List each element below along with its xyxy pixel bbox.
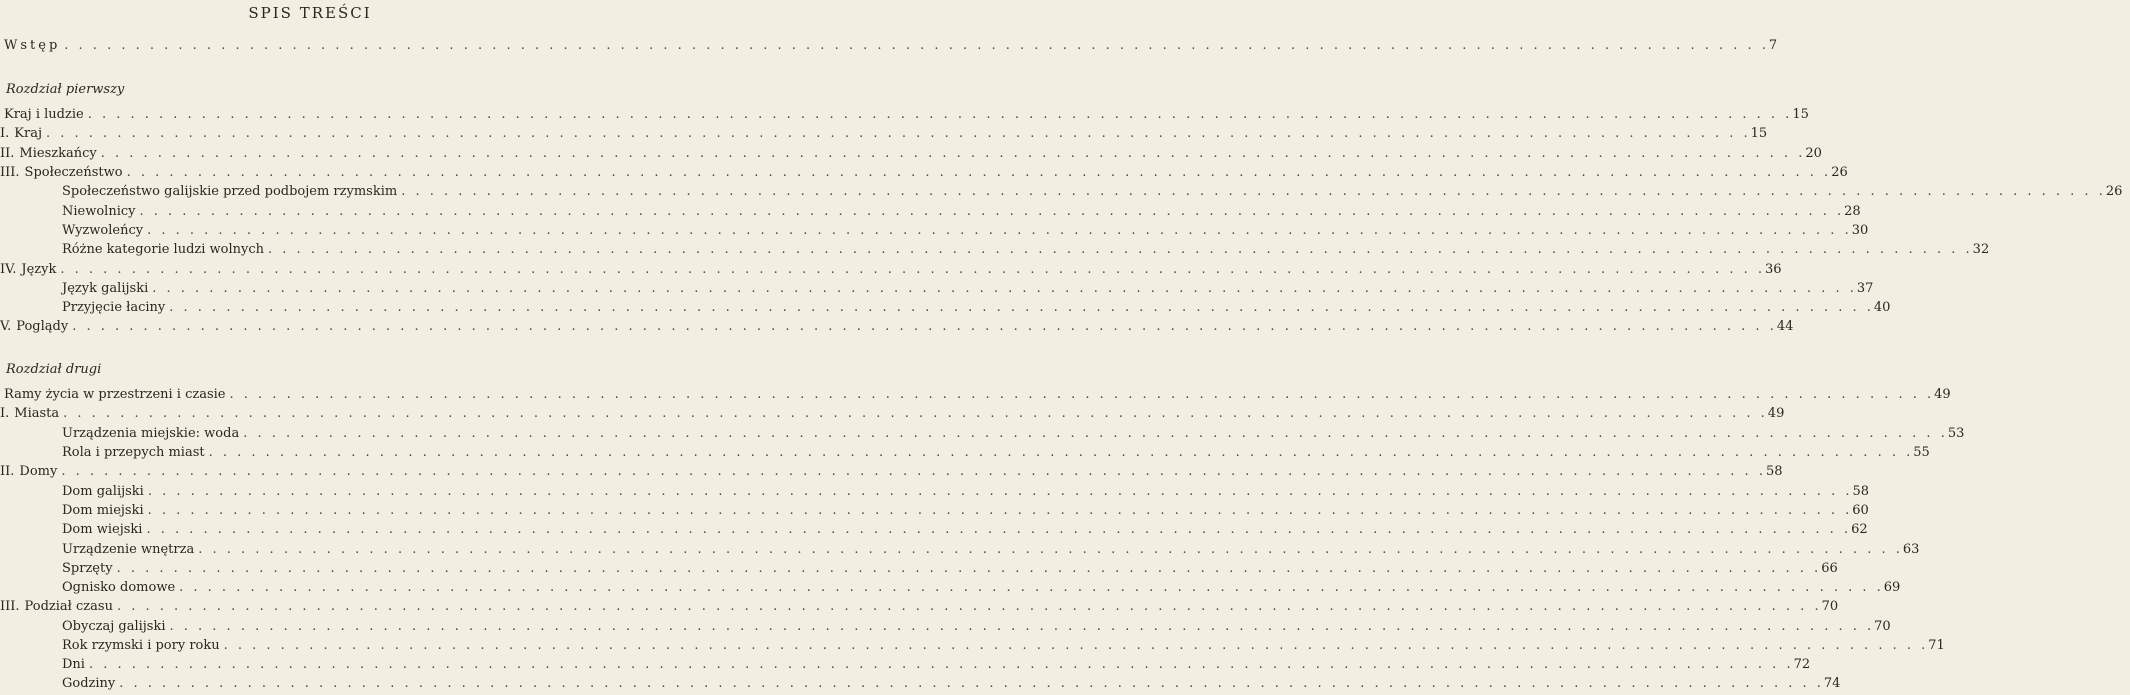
page-number: 62 bbox=[1851, 522, 1868, 537]
page-number: 53 bbox=[1947, 426, 1965, 441]
dot-leader: . . . . . . . . . . . . . . . . . . . . . . . . . . . . . . . . . . . . . . . . . . . . . . . . . . . . . . . . . . . . . . . . . . . . . . . . . . . . . . . . . . . . . . . . . . . . . . . . . . . . . . . . . . . . . . . . . . . . . . . . bbox=[88, 657, 1794, 672]
toc-entry[interactable] bbox=[0, 580, 1901, 599]
toc-entry-label: Język bbox=[21, 262, 57, 277]
toc-entry[interactable] bbox=[0, 387, 1951, 406]
dot-leader: . . . . . . . . . . . . . . . . . . . . . . . . . . . . . . . . . . . . . . . . . . . . . . . . . . . . . . . . . . . . . . . . . . . . . . . . . . . . . . . . . . . . . . . . . . . . . . . . . . . . . . . . . . . . . . . . . . . . . . . . bbox=[126, 165, 1832, 180]
page-number: 49 bbox=[1934, 387, 1951, 402]
dot-leader: . . . . . . . . . . . . . . . . . . . . . . . . . . . . . . . . . . . . . . . . . . . . . . . . . . . . . . . . . . . . . . . . . . . . . . . . . . . . . . . . . . . . . . . . . . . . . . . . . . . . . . . . . . . . . . . . . . . . . . . . bbox=[169, 619, 1875, 634]
section-numeral: II. bbox=[0, 146, 15, 161]
dot-leader: . . . . . . . . . . . . . . . . . . . . . . . . . . . . . . . . . . . . . . . . . . . . . . . . . . . . . . . . . . . . . . . . . . . . . . . . . . . . . . . . . . . . . . . . . . . . . . . . . . . . . . . . . . . . . . . . . . . . . . . . bbox=[60, 262, 1766, 277]
chapter-heading: Rozdział drugi bbox=[6, 362, 102, 377]
page-number: 63 bbox=[1902, 542, 1920, 557]
dot-leader: . . . . . . . . . . . . . . . . . . . . . . . . . . . . . . . . . . . . . . . . . . . . . . . . . . . . . . . . . . . . . . . . . . . . . . . . . . . . . . . . . . . . . . . . . . . . . . . . . . . . . . . . . . . . . . . . . . . . . . . . bbox=[63, 406, 1768, 421]
toc-entry[interactable] bbox=[0, 484, 1870, 503]
dot-leader: . . . . . . . . . . . . . . . . . . . . . . . . . . . . . . . . . . . . . . . . . . . . . . . . . . . . . . . . . . . . . . . . . . . . . . . . . . . . . . . . . . . . . . . . . . . . . . . . . . . . . . . . . . . . . . . . . . . . . . . . bbox=[72, 319, 1777, 334]
toc-entry-label: Przyjęcie łaciny bbox=[62, 300, 166, 315]
toc-entry[interactable] bbox=[0, 107, 1809, 126]
page-number: 69 bbox=[1883, 580, 1901, 595]
dot-leader: . . . . . . . . . . . . . . . . . . . . . . . . . . . . . . . . . . . . . . . . . . . . . . . . . . . . . . . . . . . . . . . . . . . . . . . . . . . . . . . . . . . . . . . . . . . . . . . . . . . . . . . . . . . . . . . . . . . . . . . . bbox=[169, 300, 1874, 315]
page-number: 49 bbox=[1767, 406, 1785, 421]
toc-entry-label: Sprzęty bbox=[62, 561, 113, 576]
toc-entry-label: Poglądy bbox=[16, 319, 69, 334]
page-number: 36 bbox=[1765, 262, 1782, 277]
toc-entry[interactable] bbox=[0, 542, 1920, 561]
page-number: 71 bbox=[1928, 638, 1945, 653]
section-numeral: III. bbox=[0, 599, 20, 614]
toc-entry-label: Domy bbox=[19, 464, 58, 479]
page-title: SPIS TREŚCI bbox=[248, 4, 372, 22]
toc-entry-label: Wstęp bbox=[4, 38, 61, 53]
dot-leader: . . . . . . . . . . . . . . . . . . . . . . . . . . . . . . . . . . . . . . . . . . . . . . . . . . . . . . . . . . . . . . . . . . . . . . . . . . . . . . . . . . . . . . . . . . . . . . . . . . . . . . . . . . . . . . . . . . . . . . . . bbox=[100, 146, 1806, 161]
toc-entry[interactable] bbox=[0, 619, 1891, 638]
dot-leader: . . . . . . . . . . . . . . . . . . . . . . . . . . . . . . . . . . . . . . . . . . . . . . . . . . . . . . . . . . . . . . . . . . . . . . . . . . . . . . . . . . . . . . . . . . . . . . . . . . . . . . . . . . . . . . . . . . . . . . . . bbox=[147, 223, 1852, 238]
toc-entry[interactable] bbox=[0, 262, 1782, 281]
toc-entry-label: Godziny bbox=[62, 676, 116, 691]
dot-leader: . . . . . . . . . . . . . . . . . . . . . . . . . . . . . . . . . . . . . . . . . . . . . . . . . . . . . . . . . . . . . . . . . . . . . . . . . . . . . . . . . . . . . . . . . . . . . . . . . . . . . . . . . . . . . . . . . . . . . . . . bbox=[119, 676, 1824, 691]
toc-entry[interactable] bbox=[0, 319, 1794, 338]
toc-entry[interactable] bbox=[0, 126, 1768, 145]
toc-entry[interactable] bbox=[0, 38, 1778, 57]
page-number: 26 bbox=[1831, 165, 1848, 180]
page-number: 58 bbox=[1852, 484, 1870, 499]
page-number: 74 bbox=[1823, 676, 1841, 691]
toc-entry[interactable] bbox=[0, 522, 1868, 541]
page-number: 72 bbox=[1793, 657, 1811, 672]
toc-entry[interactable] bbox=[0, 242, 1990, 261]
toc-entry-label: Rok rzymski i pory roku bbox=[62, 638, 220, 653]
dot-leader: . . . . . . . . . . . . . . . . . . . . . . . . . . . . . . . . . . . . . . . . . . . . . . . . . . . . . . . . . . . . . . . . . . . . . . . . . . . . . . . . . . . . . . . . . . . . . . . . . . . . . . . . . . . . . . . . . . . . . . . . bbox=[46, 126, 1751, 141]
section-numeral: II. bbox=[0, 464, 15, 479]
toc-entry[interactable] bbox=[0, 464, 1783, 483]
dot-leader: . . . . . . . . . . . . . . . . . . . . . . . . . . . . . . . . . . . . . . . . . . . . . . . . . . . . . . . . . . . . . . . . . . . . . . . . . . . . . . . . . . . . . . . . . . . . . . . . . . . . . . . . . . . . . . . . . . . . . . . . bbox=[116, 599, 1822, 614]
toc-entry[interactable] bbox=[0, 300, 1891, 319]
toc-entry[interactable] bbox=[0, 146, 1822, 165]
page-number: 55 bbox=[1913, 445, 1930, 460]
dot-leader: . . . . . . . . . . . . . . . . . . . . . . . . . . . . . . . . . . . . . . . . . . . . . . . . . . . . . . . . . . . . . . . . . . . . . . . . . . . . . . . . . . . . . . . . . . . . . . . . . . . . . . . . . . . . . . . . . . . . . . . . bbox=[243, 426, 1948, 441]
dot-leader: . . . . . . . . . . . . . . . . . . . . . . . . . . . . . . . . . . . . . . . . . . . . . . . . . . . . . . . . . . . . . . . . . . . . . . . . . . . . . . . . . . . . . . . . . . . . . . . . . . . . . . . . . . . . . . . . . . . . . . . . bbox=[87, 107, 1793, 122]
toc-entry-label: Niewolnicy bbox=[62, 204, 136, 219]
dot-leader: . . . . . . . . . . . . . . . . . . . . . . . . . . . . . . . . . . . . . . . . . . . . . . . . . . . . . . . . . . . . . . . . . . . . . . . . . . . . . . . . . . . . . . . . . . . . . . . . . . . . . . . . . . . . . . . . . . . . . . . . bbox=[116, 561, 1822, 576]
page-number: 30 bbox=[1851, 223, 1869, 238]
toc-entry[interactable] bbox=[0, 657, 1811, 676]
chapter-heading: Rozdział pierwszy bbox=[6, 82, 125, 97]
toc-entry-label: Społeczeństwo bbox=[24, 165, 123, 180]
page-number: 20 bbox=[1805, 146, 1822, 161]
dot-leader: . . . . . . . . . . . . . . . . . . . . . . . . . . . . . . . . . . . . . . . . . . . . . . . . . . . . . . . . . . . . . . . . . . . . . . . . . . . . . . . . . . . . . . . . . . . . . . . . . . . . . . . . . . . . . . . . . . . . . . . . bbox=[147, 503, 1853, 518]
dot-leader: . . . . . . . . . . . . . . . . . . . . . . . . . . . . . . . . . . . . . . . . . . . . . . . . . . . . . . . . . . . . . . . . . . . . . . . . . . . . . . . . . . . . . . . . . . . . . . . . . . . . . . . . . . . . . . . . . . . . . . . . bbox=[198, 542, 1903, 557]
toc-entry-label: Dni bbox=[62, 657, 85, 672]
page-number: 15 bbox=[1792, 107, 1809, 122]
toc-entry[interactable] bbox=[0, 281, 1874, 300]
page-number: 15 bbox=[1750, 126, 1768, 141]
toc-entry-label: Dom miejski bbox=[62, 503, 144, 518]
section-numeral: I. bbox=[0, 406, 10, 421]
page-number: 70 bbox=[1821, 599, 1839, 614]
toc-entry-label: Obyczaj galijski bbox=[62, 619, 166, 634]
toc-entry[interactable] bbox=[0, 599, 1839, 618]
dot-leader: . . . . . . . . . . . . . . . . . . . . . . . . . . . . . . . . . . . . . . . . . . . . . . . . . . . . . . . . . . . . . . . . . . . . . . . . . . . . . . . . . . . . . . . . . . . . . . . . . . . . . . . . . . . . . . . . . . . . . . . . bbox=[152, 281, 1857, 296]
section-numeral: IV. bbox=[0, 262, 17, 277]
page-number: 26 bbox=[2105, 184, 2123, 199]
toc-entry[interactable] bbox=[0, 676, 1841, 695]
dot-leader: . . . . . . . . . . . . . . . . . . . . . . . . . . . . . . . . . . . . . . . . . . . . . . . . . . . . . . . . . . . . . . . . . . . . . . . . . . . . . . . . . . . . . . . . . . . . . . . . . . . . . . . . . . . . . . . . . . . . . . . . bbox=[179, 580, 1884, 595]
toc-entry[interactable] bbox=[0, 223, 1869, 242]
toc-entry[interactable] bbox=[0, 165, 1848, 184]
toc-entry[interactable] bbox=[0, 204, 1861, 223]
dot-leader: . . . . . . . . . . . . . . . . . . . . . . . . . . . . . . . . . . . . . . . . . . . . . . . . . . . . . . . . . . . . . . . . . . . . . . . . . . . . . . . . . . . . . . . . . . . . . . . . . . . . . . . . . . . . . . . . . . . . . . . . bbox=[229, 387, 1935, 402]
toc-entry-label: Mieszkańcy bbox=[19, 146, 97, 161]
section-numeral: V. bbox=[0, 319, 12, 334]
toc-entry-label: Dom galijski bbox=[62, 484, 144, 499]
dot-leader: . . . . . . . . . . . . . . . . . . . . . . . . . . . . . . . . . . . . . . . . . . . . . . . . . . . . . . . . . . . . . . . . . . . . . . . . . . . . . . . . . . . . . . . . . . . . . . . . . . . . . . . . . . . . . . . . . . . . . . . . bbox=[223, 638, 1929, 653]
toc-entry-label: Dom wiejski bbox=[62, 522, 143, 537]
page-number: 60 bbox=[1852, 503, 1869, 518]
toc-entry-label: Miasta bbox=[14, 406, 60, 421]
toc-entry-label: Urządzenie wnętrza bbox=[62, 542, 195, 557]
toc-entry[interactable] bbox=[0, 561, 1838, 580]
toc-entry-label: Język galijski bbox=[62, 281, 149, 296]
toc-entry-label: Wyzwoleńcy bbox=[62, 223, 144, 238]
page-number: 58 bbox=[1765, 464, 1783, 479]
page-number: 37 bbox=[1856, 281, 1874, 296]
toc-entry[interactable] bbox=[0, 445, 1930, 464]
page-number: 7 bbox=[1768, 38, 1778, 53]
dot-leader: . . . . . . . . . . . . . . . . . . . . . . . . . . . . . . . . . . . . . . . . . . . . . . . . . . . . . . . . . . . . . . . . . . . . . . . . . . . . . . . . . . . . . . . . . . . . . . . . . . . . . . . . . . . . . . . . . . . . . . . . bbox=[146, 522, 1852, 537]
toc-entry[interactable] bbox=[0, 426, 1965, 445]
toc-entry-label: Ramy życia w przestrzeni i czasie bbox=[4, 387, 226, 402]
section-numeral: III. bbox=[0, 165, 20, 180]
page-number: 28 bbox=[1844, 204, 1861, 219]
toc-entry[interactable] bbox=[0, 503, 1869, 522]
toc-entry-label: Społeczeństwo galijskie przed podbojem rzymskim bbox=[62, 184, 398, 199]
toc-entry-label: Kraj i ludzie bbox=[4, 107, 84, 122]
page-number: 66 bbox=[1821, 561, 1838, 576]
dot-leader: . . . . . . . . . . . . . . . . . . . . . . . . . . . . . . . . . . . . . . . . . . . . . . . . . . . . . . . . . . . . . . . . . . . . . . . . . . . . . . . . . . . . . . . . . . . . . . . . . . . . . . . . . . . . . . . . . . . . . . . . bbox=[401, 184, 2106, 199]
dot-leader: . . . . . . . . . . . . . . . . . . . . . . . . . . . . . . . . . . . . . . . . . . . . . . . . . . . . . . . . . . . . . . . . . . . . . . . . . . . . . . . . . . . . . . . . . . . . . . . . . . . . . . . . . . . . . . . . . . . . . . . . bbox=[61, 464, 1766, 479]
dot-leader: . . . . . . . . . . . . . . . . . . . . . . . . . . . . . . . . . . . . . . . . . . . . . . . . . . . . . . . . . . . . . . . . . . . . . . . . . . . . . . . . . . . . . . . . . . . . . . . . . . . . . . . . . . . . . . . . . . . . . . . . bbox=[139, 204, 1845, 219]
toc-entry-label: Rola i przepych miast bbox=[62, 445, 205, 460]
toc-entry-label: Ognisko domowe bbox=[62, 580, 176, 595]
toc-entry-label: Kraj bbox=[14, 126, 42, 141]
section-numeral: I. bbox=[0, 126, 10, 141]
toc-entry[interactable] bbox=[0, 406, 1785, 425]
toc-entry[interactable] bbox=[0, 638, 1945, 657]
page-number: 70 bbox=[1874, 619, 1891, 634]
page-number: 40 bbox=[1873, 300, 1891, 315]
toc-entry[interactable] bbox=[0, 184, 2123, 203]
page-number: 32 bbox=[1972, 242, 1990, 257]
page-number: 44 bbox=[1776, 319, 1794, 334]
toc-entry-label: Urządzenia miejskie: woda bbox=[62, 426, 240, 441]
toc-entry-label: Podział czasu bbox=[24, 599, 113, 614]
dot-leader: . . . . . . . . . . . . . . . . . . . . . . . . . . . . . . . . . . . . . . . . . . . . . . . . . . . . . . . . . . . . . . . . . . . . . . . . . . . . . . . . . . . . . . . . . . . . . . . . . . . . . . . . . . . . . . . . . . . . . . . . bbox=[64, 38, 1769, 53]
toc-entry-label: Różne kategorie ludzi wolnych bbox=[62, 242, 265, 257]
dot-leader: . . . . . . . . . . . . . . . . . . . . . . . . . . . . . . . . . . . . . . . . . . . . . . . . . . . . . . . . . . . . . . . . . . . . . . . . . . . . . . . . . . . . . . . . . . . . . . . . . . . . . . . . . . . . . . . . . . . . . . . . bbox=[147, 484, 1853, 499]
dot-leader: . . . . . . . . . . . . . . . . . . . . . . . . . . . . . . . . . . . . . . . . . . . . . . . . . . . . . . . . . . . . . . . . . . . . . . . . . . . . . . . . . . . . . . . . . . . . . . . . . . . . . . . . . . . . . . . . . . . . . . . . bbox=[268, 242, 1973, 257]
dot-leader: . . . . . . . . . . . . . . . . . . . . . . . . . . . . . . . . . . . . . . . . . . . . . . . . . . . . . . . . . . . . . . . . . . . . . . . . . . . . . . . . . . . . . . . . . . . . . . . . . . . . . . . . . . . . . . . . . . . . . . . . bbox=[208, 445, 1914, 460]
